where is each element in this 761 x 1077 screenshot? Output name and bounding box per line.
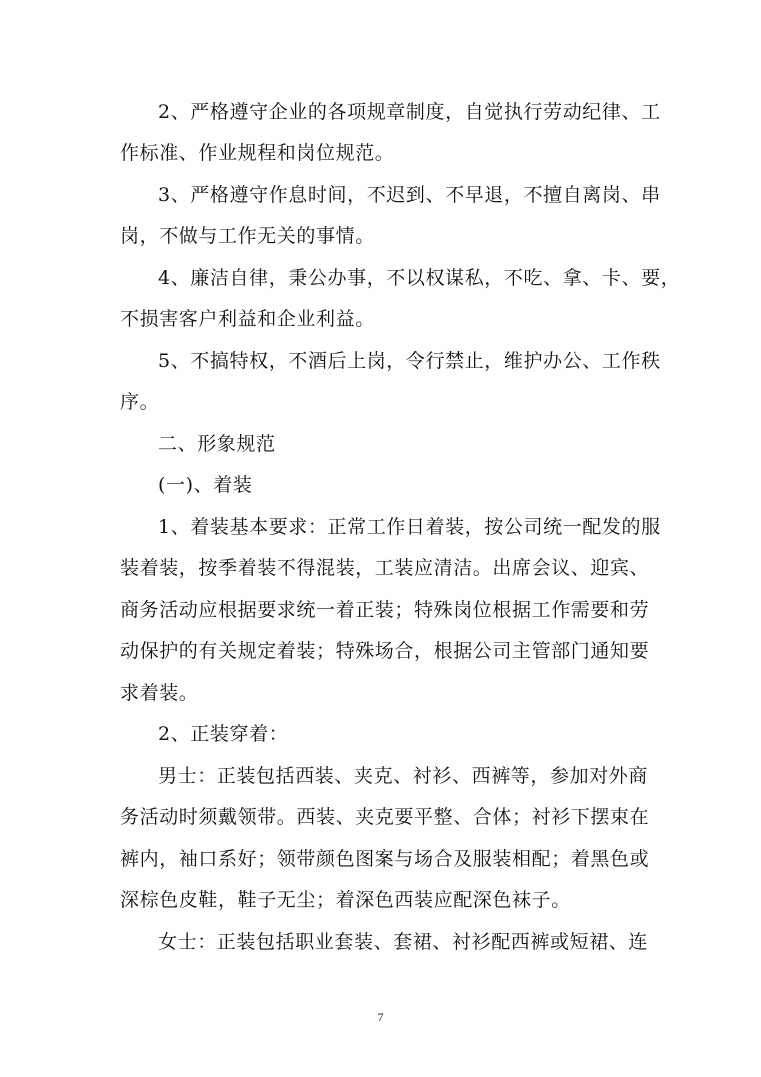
paragraph-line: 深棕色皮鞋，鞋子无尘；着深色西装应配深色袜子。 — [120, 889, 571, 911]
paragraph-line: 裤内，袖口系好；领带颜色图案与场合及服装相配；着黑色或 — [120, 848, 650, 870]
section-heading: 二、形象规范 — [158, 433, 276, 455]
paragraph-line: 男士：正装包括西装、夹克、衬衫、西裤等，参加对外商 — [158, 765, 649, 787]
paragraph-line: 5、不搞特权，不酒后上岗，令行禁止，维护办公、工作秩 — [158, 350, 661, 372]
paragraph-line: 商务活动应根据要求统一着正装；特殊岗位根据工作需要和劳 — [120, 599, 650, 621]
paragraph-line: 动保护的有关规定着装；特殊场合，根据公司主管部门通知要 — [120, 640, 650, 662]
paragraph-line: 1、着装基本要求：正常工作日着装，按公司统一配发的服 — [158, 516, 661, 538]
paragraph-line: 4、廉洁自律，秉公办事，不以权谋私，不吃、拿、卡、要， — [158, 267, 681, 289]
paragraph-line: 不损害客户利益和企业利益。 — [120, 308, 375, 330]
paragraph-line: 求着装。 — [120, 682, 199, 704]
paragraph-line: 序。 — [120, 391, 160, 413]
paragraph-line: 岗，不做与工作无关的事情。 — [120, 225, 375, 247]
paragraph-line: 作标准、作业规程和岗位规范。 — [120, 142, 395, 164]
paragraph-line: 2、严格遵守企业的各项规章制度，自觉执行劳动纪律、工 — [158, 101, 661, 123]
subsection-heading: (一)、着装 — [158, 474, 253, 496]
paragraph-line: 装着装，按季着装不得混装，工装应清洁。出席会议、迎宾、 — [120, 557, 650, 579]
paragraph-line: 2、正装穿着： — [158, 723, 289, 745]
page-number: 7 — [377, 1010, 384, 1024]
paragraph-line: 女士：正装包括职业套装、套裙、衬衫配西裤或短裙、连 — [158, 931, 649, 953]
paragraph-line: 务活动时须戴领带。西装、夹克要平整、合体；衬衫下摆束在 — [120, 806, 650, 828]
paragraph-line: 3、严格遵守作息时间，不迟到、不早退，不擅自离岗、串 — [158, 184, 661, 206]
